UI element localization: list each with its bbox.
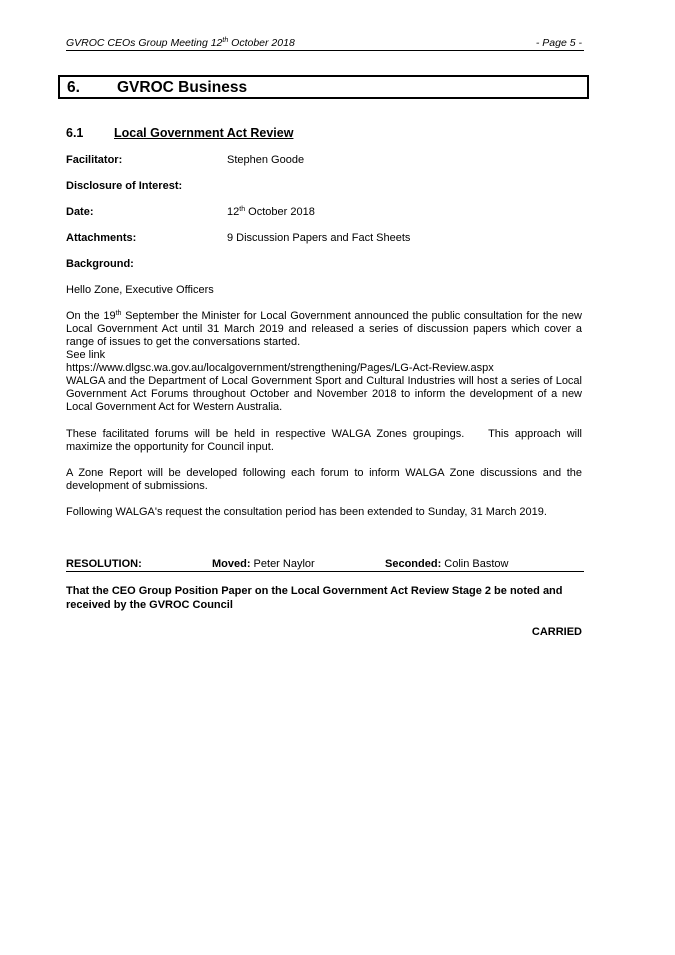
paragraph-extension: Following WALGA's request the consultation period has been extended to Sunday, 31 March 2019. <box>66 506 547 518</box>
facilitator-field <box>66 153 305 167</box>
resolution-text: That the CEO Group Position Paper on the Local Government Act Review Stage 2 be noted and received by the GVROC Council <box>66 585 563 611</box>
header-page-number: - Page 5 - <box>535 37 582 49</box>
disclosure-field <box>66 179 182 193</box>
announcement-text: On the 19th September the Minister for Local Government announced the public consultation for the new Local Government Act until 31 March 2019 and released a series of discussion papers which cover a range of issues to get the conversations started. <box>66 310 582 348</box>
moved-by: Moved: Peter Naylor <box>212 558 315 570</box>
attachments-field <box>66 231 411 245</box>
date-field <box>66 205 315 219</box>
date-value: 12th October 2018 <box>227 206 315 218</box>
paragraph-zone-report: A Zone Report will be developed following each forum to inform WALGA Zone discussions and the development of submissions. <box>66 467 582 492</box>
resolution-label: RESOLUTION: <box>66 558 142 570</box>
seconded-by: Seconded: Colin Bastow <box>385 558 509 570</box>
facilitator-label: Facilitator: <box>66 154 123 166</box>
attachments-value: 9 Discussion Papers and Fact Sheets <box>227 232 411 244</box>
disclosure-label: Disclosure of Interest: <box>66 180 183 192</box>
section-heading <box>58 75 589 99</box>
resolution-row <box>66 557 584 572</box>
background-field <box>66 257 134 271</box>
facilitator-value: Stephen Goode <box>227 154 305 166</box>
subsection-number: 6.1 <box>66 126 84 140</box>
paragraph-announcement <box>66 310 582 414</box>
date-label: Date: <box>66 206 94 218</box>
carried-label: CARRIED <box>531 626 582 638</box>
see-link-label: See link <box>66 349 106 361</box>
page-header <box>66 37 584 51</box>
paragraph-forums: These facilitated forums will be held in respective WALGA Zones groupings. This approach will maximize the opportunity for Council input. <box>66 428 586 453</box>
background-label: Background: <box>66 258 134 270</box>
attachments-label: Attachments: <box>66 232 137 244</box>
subsection-title: Local Government Act Review <box>114 126 294 140</box>
review-url: https://www.dlgsc.wa.gov.au/localgovernment/strengthening/Pages/LG-Act-Review.aspx <box>66 362 494 374</box>
section-number: 6. <box>67 79 80 96</box>
walga-forums-text: WALGA and the Department of Local Government Sport and Cultural Industries will host a series of Local Government Act Forums throughout October and November 2018 to inform the development of a new Local Government Act for Western Australia. <box>66 375 582 413</box>
greeting: Hello Zone, Executive Officers <box>66 284 214 296</box>
header-meeting-title: GVROC CEOs Group Meeting 12th October 2018 <box>66 37 295 49</box>
section-title: GVROC Business <box>117 79 248 96</box>
